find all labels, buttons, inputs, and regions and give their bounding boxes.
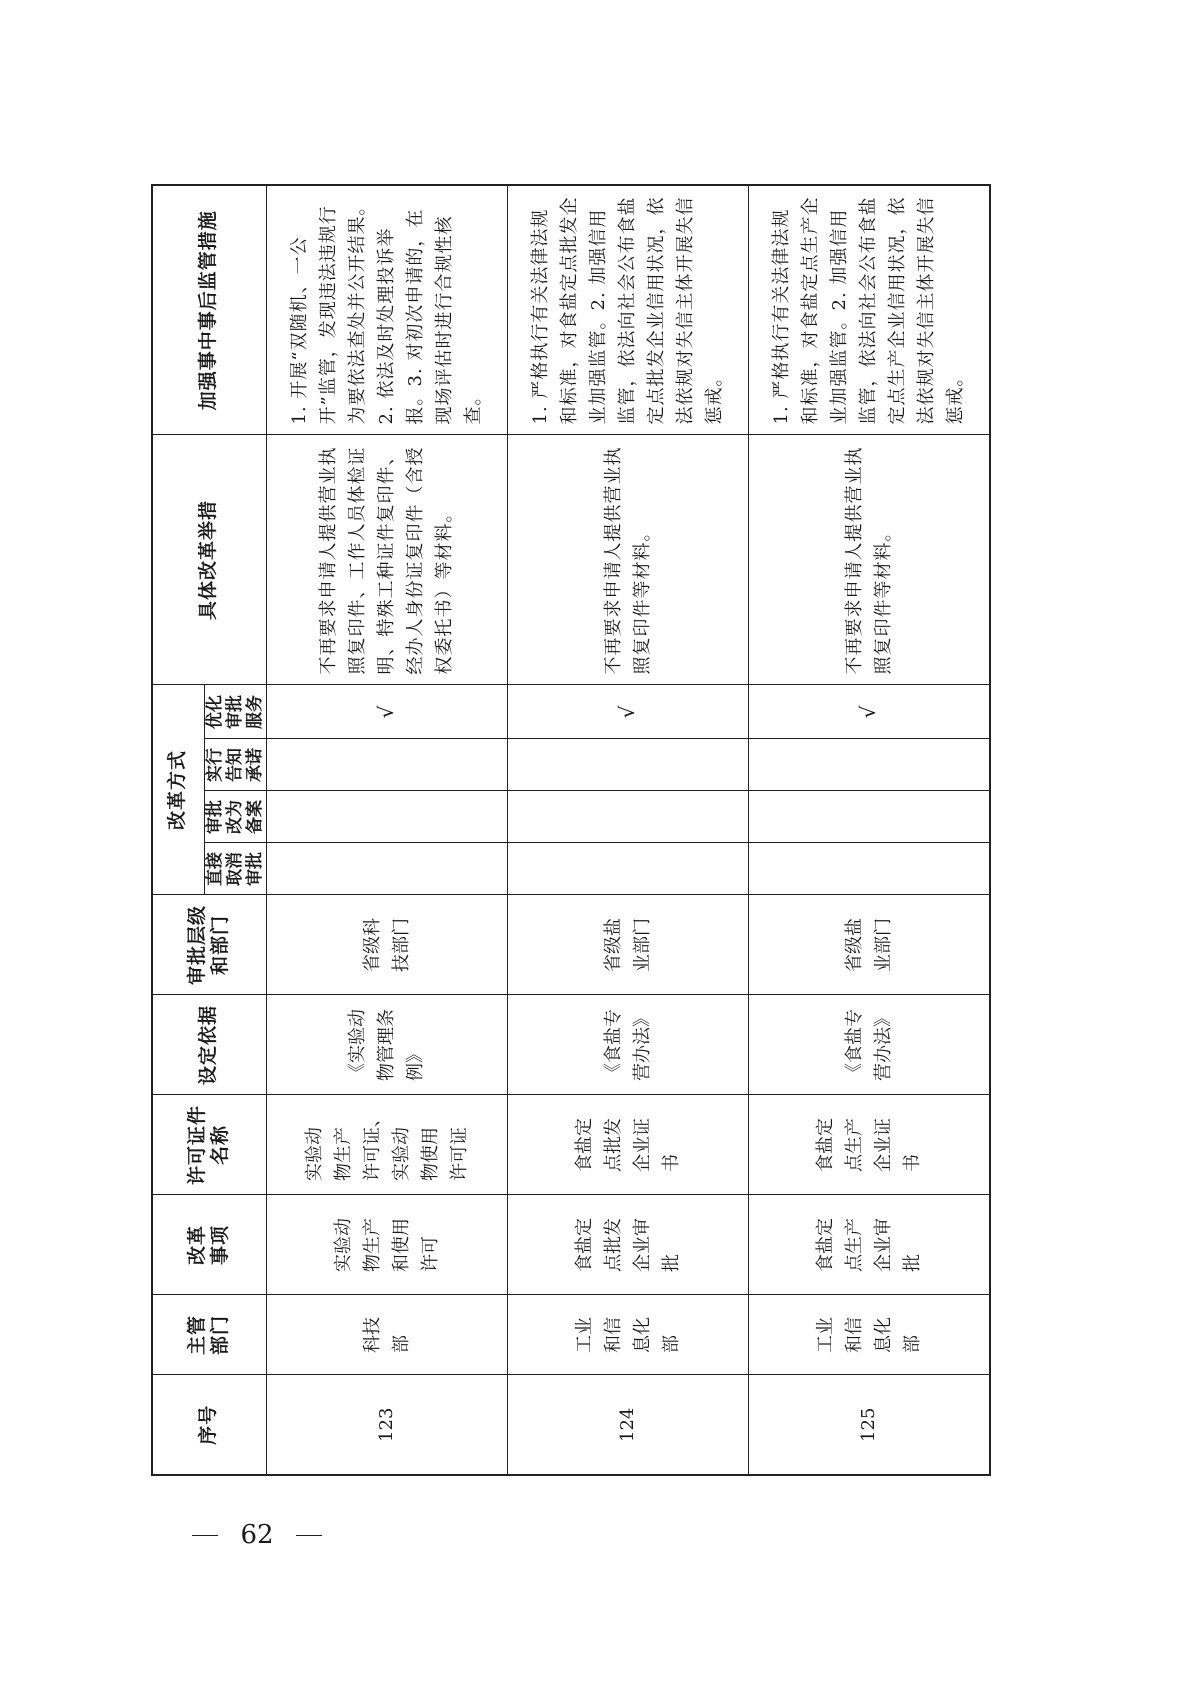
header-supervision: 加强事中事后监管措施 [152, 185, 266, 435]
row-dept [266, 1295, 507, 1375]
row-method-optimize-check: √ [748, 685, 990, 739]
header-dept-text: 主管 部门 [185, 1315, 232, 1356]
row-method-cancel [507, 843, 748, 895]
row-measures: 不再要求申请人提供营业执照复印件等材料。 [507, 435, 748, 685]
row-license [266, 1095, 507, 1195]
row-item [507, 1195, 748, 1295]
row-measures: 不再要求申请人提供营业执照复印件等材料。 [748, 435, 990, 685]
header-dept [152, 1295, 266, 1375]
page-number: 62 [240, 1520, 274, 1550]
row-dept-text: 工业 和信 息化 部 [573, 1317, 682, 1353]
row-dept-text: 工业 和信 息化 部 [814, 1317, 923, 1353]
row-basis-text: 《实验动 物管理条 例》 [347, 1009, 427, 1081]
table-row [266, 185, 507, 1475]
row-basis-text: 《食盐专 营办法》 [843, 1009, 894, 1081]
header-method-filing [204, 791, 266, 843]
row-basis [748, 995, 990, 1095]
row-dept [507, 1295, 748, 1375]
header-item-text: 改革 事项 [185, 1225, 232, 1266]
row-license [507, 1095, 748, 1195]
header-method-optimize-text: 优化 审批 服务 [204, 695, 266, 729]
row-license-text: 食盐定 点生产 企业证 书 [814, 1118, 923, 1172]
header-method-optimize [204, 685, 266, 739]
footer-dash-left [192, 1535, 218, 1536]
page-footer [192, 1518, 322, 1552]
header-method-cancel [204, 843, 266, 895]
row-method-commitment [748, 739, 990, 791]
row-measures: 不再要求申请人提供营业执照复印件、工作人员体检证明、特殊工种证件复印件、经办人身份证复印件（含授权委托书）等材料。 [266, 435, 507, 685]
header-level [152, 895, 266, 995]
row-supervision: 1. 严格执行有关法律法规和标准，对食盐定点批发企业加强监管。2. 加强信用监管，依法向社会公布食盐定点批发企业信用状况，依法依规对失信主体开展失信惩戒。 [507, 185, 748, 435]
header-reform-method: 改革方式 [152, 685, 204, 895]
header-method-commitment [204, 739, 266, 791]
header-method-commitment-text: 实行 告知 承诺 [204, 748, 266, 782]
reform-table [151, 184, 991, 1476]
header-measures: 具体改革举措 [152, 435, 266, 685]
row-level-text: 省级盐 业部门 [602, 918, 653, 972]
row-license-text: 实验动 物生产 许可证、 实验动 物使用 许可证 [303, 1109, 470, 1181]
header-method-filing-text: 审批 改为 备案 [204, 800, 266, 834]
row-supervision: 1. 开展“双随机、一公开”监管，发现违法违规行为要依法查处并公开结果。2. 依法及时处理投诉举报。3. 对初次申请的，在现场评估时进行合规性核查。 [266, 185, 507, 435]
header-basis: 设定依据 [152, 995, 266, 1095]
row-license-text: 食盐定 点批发 企业证 书 [573, 1118, 682, 1172]
row-basis [266, 995, 507, 1095]
row-supervision: 1. 严格执行有关法律法规和标准，对食盐定点生产企业加强监管。2. 加强信用监管，依法向社会公布食盐定点生产企业信用状况，依法依规对失信主体开展失信惩戒。 [748, 185, 990, 435]
row-dept-text: 科技 部 [361, 1317, 412, 1353]
row-level [266, 895, 507, 995]
row-seq: 124 [507, 1375, 748, 1475]
row-method-filing [266, 791, 507, 843]
header-license-text: 许可证件 名称 [185, 1105, 232, 1186]
row-method-filing [507, 791, 748, 843]
row-basis-text: 《食盐专 营办法》 [602, 1009, 653, 1081]
row-basis [507, 995, 748, 1095]
row-item [748, 1195, 990, 1295]
row-dept [748, 1295, 990, 1375]
header-license [152, 1095, 266, 1195]
header-item [152, 1195, 266, 1295]
row-method-optimize-check: √ [507, 685, 748, 739]
row-level [507, 895, 748, 995]
row-method-commitment [266, 739, 507, 791]
table-row [507, 185, 748, 1475]
row-item-text: 食盐定 点批发 企业审 批 [573, 1218, 682, 1272]
header-method-cancel-text: 直接 取消 审批 [204, 852, 266, 886]
rotated-table-wrapper [151, 186, 969, 1476]
row-method-cancel [748, 843, 990, 895]
row-license [748, 1095, 990, 1195]
row-level [748, 895, 990, 995]
row-method-cancel [266, 843, 507, 895]
row-level-text: 省级科 技部门 [361, 918, 412, 972]
header-seq: 序号 [152, 1375, 266, 1475]
row-seq: 123 [266, 1375, 507, 1475]
row-seq: 125 [748, 1375, 990, 1475]
row-level-text: 省级盐 业部门 [843, 918, 894, 972]
row-item [266, 1195, 507, 1295]
footer-dash-right [296, 1535, 322, 1536]
row-item-text: 实验动 物生产 和使用 许可 [332, 1218, 441, 1272]
row-method-commitment [507, 739, 748, 791]
header-level-text: 审批层级 和部门 [185, 905, 232, 986]
row-item-text: 食盐定 点生产 企业审 批 [814, 1218, 923, 1272]
row-method-filing [748, 791, 990, 843]
row-method-optimize-check: √ [266, 685, 507, 739]
table-row [748, 185, 990, 1475]
